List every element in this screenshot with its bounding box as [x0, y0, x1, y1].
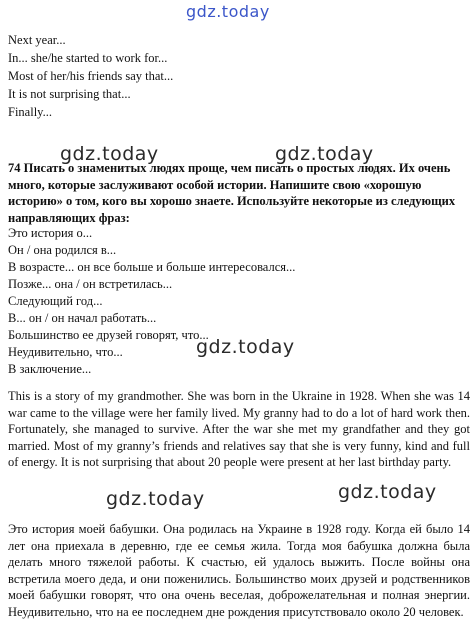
site-watermark-top: gdz.today: [186, 2, 270, 21]
phrase-started-work: In... she/he started to work for...: [8, 51, 168, 65]
task-heading: 74 Писать о знаменитых людях проще, чем писать о простых людях. Их очень много, которые заслуживают особой истории. Напишите свою «хорошую историю» о том, кого вы хорошо знаете. Используйте некоторые из следующих направляющих фраз:: [8, 161, 456, 225]
task-phrase: Следующий год...: [8, 294, 103, 308]
watermark: gdz.today: [196, 336, 295, 358]
watermark: gdz.today: [60, 143, 159, 165]
task-phrase: Это история о...: [8, 226, 93, 240]
task-phrase: В... он / он начал работать...: [8, 311, 157, 325]
phrase-next-year: Next year...: [8, 33, 66, 47]
task-phrase: В заключение...: [8, 362, 92, 376]
phrase-finally: Finally...: [8, 105, 52, 119]
watermark: gdz.today: [106, 488, 205, 510]
watermark: gdz.today: [275, 143, 374, 165]
task-phrase: Позже... она / он встретилась...: [8, 277, 173, 291]
task-phrase: Неудивительно, что...: [8, 345, 123, 359]
answer-russian: Это история моей бабушки. Она родилась на Украине в 1928 году. Когда ей было 14 лет она приехала в деревню, где ее семья жила. Тогда моя бабушка должна была делать много тяжелой работы. К счастью, ей удалось выжить. После войны она встретила моего деда, и они поженились. Большинство моих друзей и родственников моей бабушки говорят, что она очень веселая, доброжелательная и полная энергии. Неудивительно, что на ее последнем дне рождения присутствовало около 20 человек.: [8, 522, 470, 619]
watermark: gdz.today: [338, 481, 437, 503]
phrase-friends-say: Most of her/his friends say that...: [8, 69, 174, 83]
task-phrase: В возрасте... он все больше и больше интересовался...: [8, 260, 296, 274]
task-phrase: Он / она родился в...: [8, 243, 117, 257]
phrase-not-surprising: It is not surprising that...: [8, 87, 131, 101]
task-phrase: Большинство ее друзей говорят, что...: [8, 328, 209, 342]
answer-english: This is a story of my grandmother. She was born in the Ukraine in 1928. When she was 14 war came to the village were her family lived. My granny had to do a lot of hard work then. Fortunately, she managed to survive. After the war she met my grandfather and they got married. Most of my granny’s friends and relatives say that she is very funny, kind and full of energy. It is not surprising that about 20 people were present at her last birthday party.: [8, 389, 470, 470]
